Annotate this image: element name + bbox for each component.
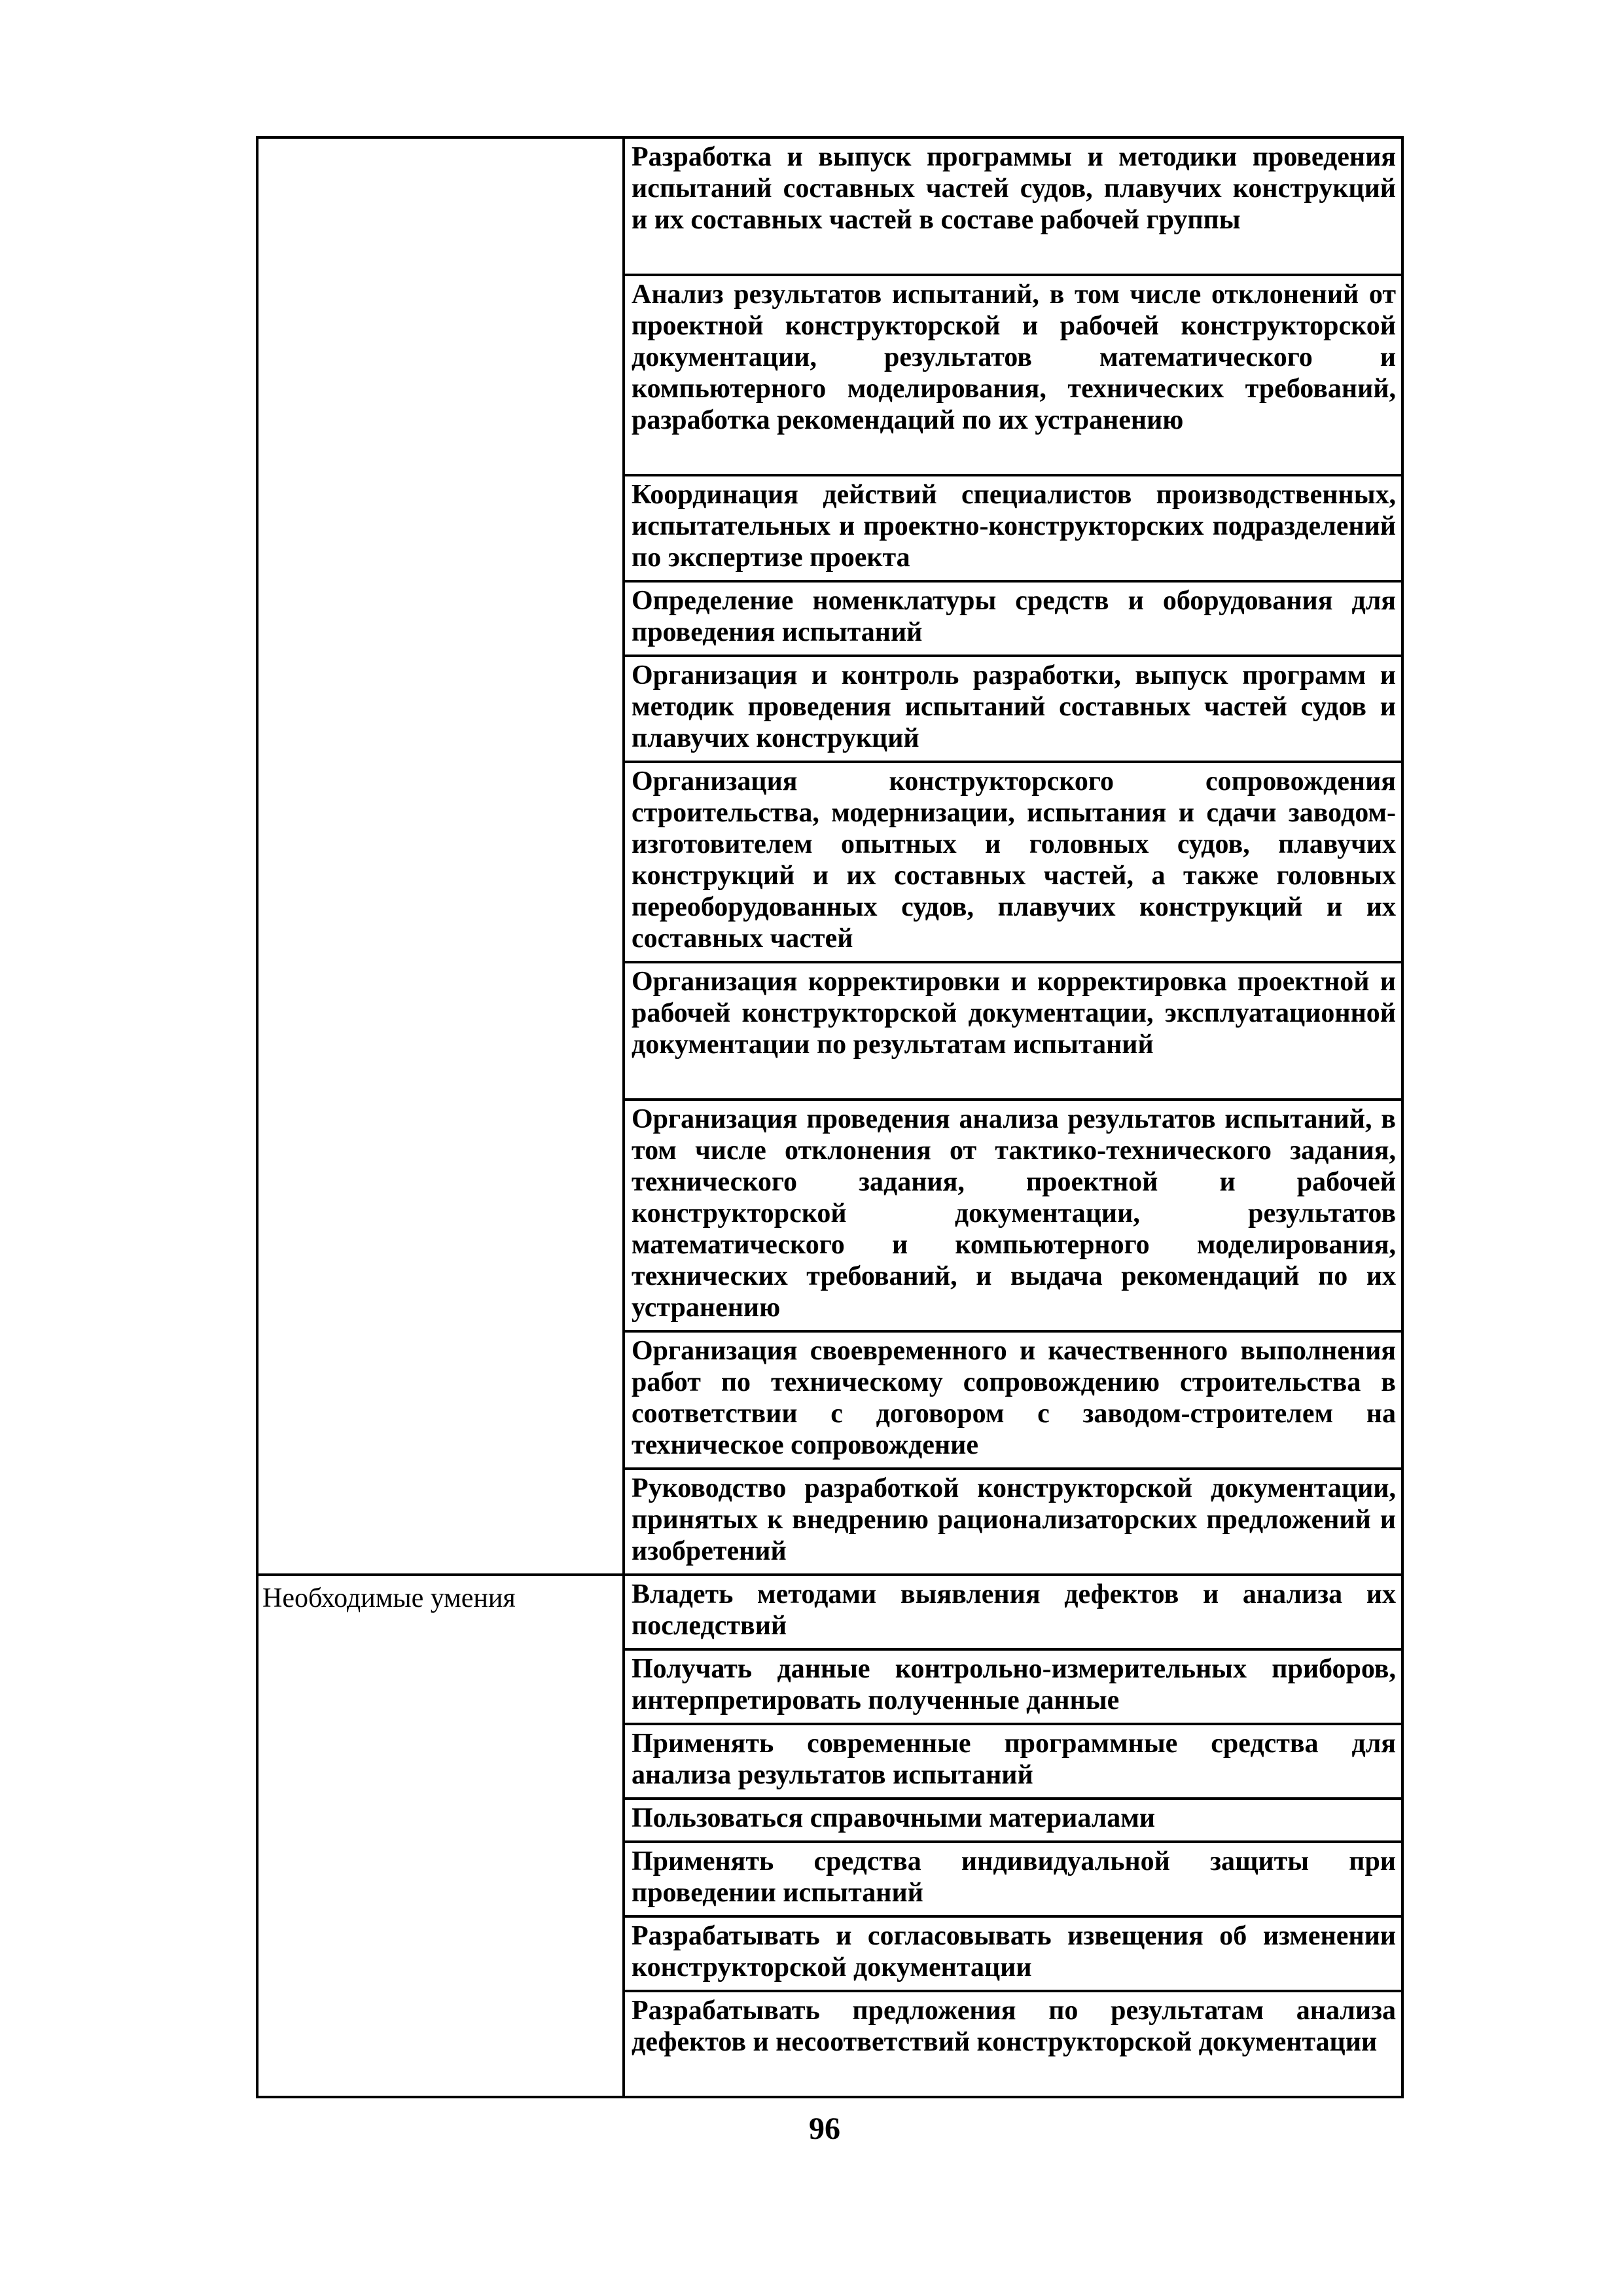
item-text: Координация действий специалистов производственных, испытательных и проектно-конструкторских подразделений по экспертизе проекта <box>632 480 1396 573</box>
item-text: Разработка и выпуск программы и методики проведения испытаний составных частей судов, плавучих конструкций и их составных частей в составе рабочей группы <box>632 142 1396 235</box>
item-text: Пользоваться справочными материалами <box>632 1803 1156 1833</box>
table-cell <box>624 1575 1402 1649</box>
section-label: Необходимые умения <box>257 1575 624 2097</box>
section-label <box>257 137 624 1575</box>
requirements-table <box>256 136 1404 2098</box>
item-text: Разрабатывать предложения по результатам анализа дефектов и несоответствий конструкторской документации <box>632 1996 1396 2057</box>
item-text: Организация корректировки и корректировка проектной и рабочей конструкторской документации, эксплуатационной документации по результатам испытаний <box>632 967 1396 1060</box>
item-text: Организация и контроль разработки, выпуск программ и методик проведения испытаний составных частей судов и плавучих конструкций <box>632 660 1396 753</box>
table-cell <box>624 275 1402 475</box>
table-cell <box>624 1331 1402 1469</box>
item-text: Применять современные программные средства для анализа результатов испытаний <box>632 1729 1396 1790</box>
table-cell <box>624 656 1402 762</box>
table-cell <box>624 762 1402 962</box>
table-cell <box>624 1469 1402 1575</box>
item-text: Разрабатывать и согласовывать извещения об изменении конструкторской документации <box>632 1921 1396 1982</box>
table-cell <box>624 1916 1402 1991</box>
table-cell <box>624 1842 1402 1916</box>
table-cell <box>624 1991 1402 2097</box>
table-cell <box>624 1724 1402 1799</box>
item-text: Организация конструкторского сопровождения строительства, модернизации, испытания и сдачи заводом-изготовителем опытных и головных судов, плавучих конструкций и их составных частей, а также головных переоборудованных судов, плавучих конструкций и их составных частей <box>632 766 1396 954</box>
item-text: Применять средства индивидуальной защиты при проведении испытаний <box>632 1846 1396 1908</box>
item-text: Определение номенклатуры средств и оборудования для проведения испытаний <box>632 586 1396 647</box>
table-row <box>257 137 1402 275</box>
table-cell <box>624 1649 1402 1724</box>
table-cell <box>624 1100 1402 1331</box>
page-number: 96 <box>809 2111 840 2146</box>
item-text: Руководство разработкой конструкторской документации, принятых к внедрению рационализаторских предложений и изобретений <box>632 1473 1396 1566</box>
table-body <box>257 137 1402 2097</box>
table-cell <box>624 137 1402 275</box>
item-text: Организация проведения анализа результатов испытаний, в том числе отклонения от тактико-технического задания, технического задания, проектной и рабочей конструкторской документации, результатов математического и компьютерного моделирования, технических требований, и выдача рекомендаций по их устранению <box>632 1104 1396 1323</box>
table-row <box>257 1575 1402 1649</box>
item-text: Владеть методами выявления дефектов и анализа их последствий <box>632 1579 1396 1641</box>
item-text: Анализ результатов испытаний, в том числе отклонений от проектной конструкторской и рабочей конструкторской документации, результатов математического и компьютерного моделирования, технических требований, разработка рекомендаций по их устранению <box>632 279 1396 435</box>
table-cell <box>624 1799 1402 1842</box>
table-cell <box>624 581 1402 656</box>
item-text: Организация своевременного и качественного выполнения работ по техническому сопровождению строительства в соответствии с договором с заводом-строителем на техническое сопровождение <box>632 1336 1396 1460</box>
table-cell <box>624 475 1402 581</box>
item-text: Получать данные контрольно-измерительных приборов, интерпретировать полученные данные <box>632 1654 1396 1715</box>
table-cell <box>624 962 1402 1100</box>
